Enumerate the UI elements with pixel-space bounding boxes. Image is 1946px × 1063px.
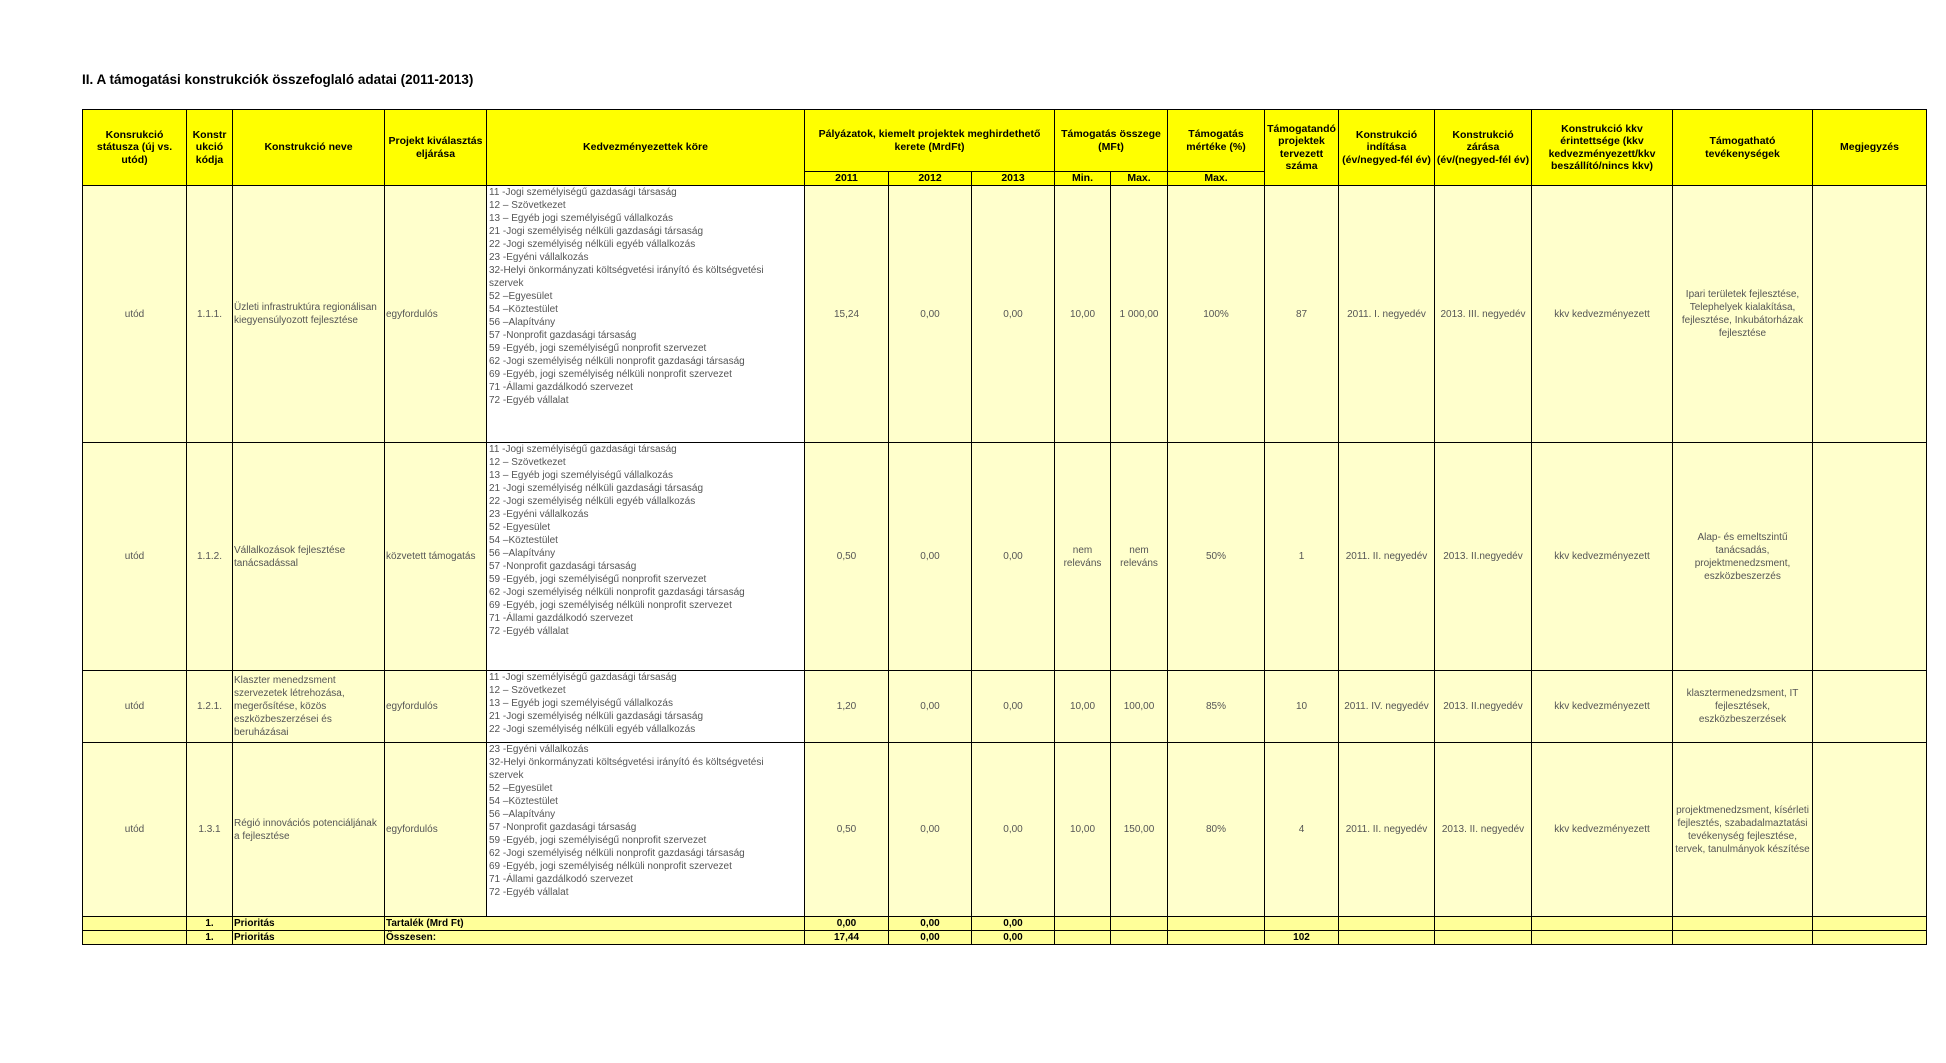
cell-projekt: egyfordulós [385,743,487,917]
cell-mertek: 50% [1168,443,1265,671]
cell-2013: 0,00 [972,671,1055,743]
cell-2012: 0,00 [889,186,972,443]
cell-szam: 4 [1265,743,1339,917]
kedvezmenyezett-item: 12 – Szövetkezet [489,685,566,696]
kedvezmenyezett-item: 13 – Egyéb jogi személyiségű vállalkozás [489,213,673,224]
footer-empty [1168,931,1265,945]
cell-statusz: utód [83,671,187,743]
cell-projekt: közvetett támogatás [385,443,487,671]
cell-tevekenyseg: Ipari területek fejlesztése, Telephelyek kialakítása, fejlesztése, Inkubátorházak fejlesztése [1673,186,1813,443]
cell-2013: 0,00 [972,743,1055,917]
footer-num: 1. [187,917,233,931]
cell-nev: Klaszter menedzsment szervezetek létrehozása, megerősítése, közös eszközbeszerzései és beruházásai [233,671,385,743]
footer-row-osszesen [83,931,1927,945]
kedvezmenyezett-item: 54 –Köztestület [489,796,558,807]
cell-min: 10,00 [1055,671,1111,743]
cell-kod: 1.3.1 [187,743,233,917]
header-min: Min. [1055,172,1111,186]
table-row [83,671,1927,743]
cell-megjegyzes [1813,186,1927,443]
footer-empty [83,931,187,945]
cell-kkv: kkv kedvezményezett [1532,671,1673,743]
cell-statusz: utód [83,186,187,443]
header-osszeg: Támogatás összege (MFt) [1055,110,1168,172]
kedvezmenyezett-item: 22 -Jogi személyiség nélküli egyéb vállalkozás [489,239,696,250]
page-title: II. A támogatási konstrukciók összefoglaló adatai (2011-2013) [82,72,474,87]
header-2013: 2013 [972,172,1055,186]
kedvezmenyezett-item: 57 -Nonprofit gazdasági társaság [489,330,637,341]
cell-max: nem releváns [1111,443,1168,671]
kedvezmenyezett-item: 69 -Egyéb, jogi személyiség nélküli nonprofit szervezet [489,861,732,872]
cell-statusz: utód [83,743,187,917]
kedvezmenyezett-item: 54 –Köztestület [489,304,558,315]
table-row [83,186,1927,443]
kedvezmenyezett-item: 21 -Jogi személyiség nélküli gazdasági társaság [489,226,704,237]
kedvezmenyezett-item: 72 -Egyéb vállalat [489,887,569,898]
footer-empty [1435,931,1532,945]
footer-2013: 0,00 [972,931,1055,945]
kedvezmenyezett-item: 11 -Jogi személyiségű gazdasági társaság [489,444,677,455]
header-megjegyzes: Megjegyzés [1813,110,1927,186]
kedvezmenyezett-item: 56 –Alapítvány [489,317,556,328]
footer-2013: 0,00 [972,917,1055,931]
cell-megjegyzes [1813,671,1927,743]
kedvezmenyezett-item: 59 -Egyéb, jogi személyiségű nonprofit szervezet [489,835,707,846]
header-kkv: Konstrukció kkv érintettsége (kkv kedvezményezett/kkv beszállító/nincs kkv) [1532,110,1673,186]
footer-szam: 102 [1265,931,1339,945]
footer-num: 1. [187,931,233,945]
cell-2011: 0,50 [805,743,889,917]
header-zaras: Konstrukció zárása (év/(negyed-fél év) [1435,110,1532,186]
cell-2011: 1,20 [805,671,889,743]
kedvezmenyezett-item: 23 -Egyéni vállalkozás [489,509,589,520]
kedvezmenyezett-item: 56 –Alapítvány [489,548,556,559]
footer-empty [1055,931,1111,945]
kedvezmenyezett-item: 32-Helyi önkormányzati költségvetési irányító és költségvetési [489,265,764,276]
kedvezmenyezett-item: 59 -Egyéb, jogi személyiségű nonprofit szervezet [489,343,707,354]
footer-empty [1435,917,1532,931]
kedvezmenyezett-item: 11 -Jogi személyiségű gazdasági társaság [489,187,677,198]
table-row [83,743,1927,917]
kedvezmenyezett-item: 32-Helyi önkormányzati költségvetési irányító és költségvetési [489,757,764,768]
footer-empty [1813,931,1927,945]
cell-zaras: 2013. II.negyedév [1435,671,1532,743]
kedvezmenyezett-item: szervek [489,278,524,289]
cell-2012: 0,00 [889,671,972,743]
header-max: Max. [1111,172,1168,186]
kedvezmenyezett-item: 23 -Egyéni vállalkozás [489,252,589,263]
cell-kod: 1.2.1. [187,671,233,743]
cell-zaras: 2013. II. negyedév [1435,743,1532,917]
kedvezmenyezett-item: 13 – Egyéb jogi személyiségű vállalkozás [489,470,673,481]
header-2012: 2012 [889,172,972,186]
cell-kod: 1.1.2. [187,443,233,671]
cell-kkv: kkv kedvezményezett [1532,743,1673,917]
header-nev: Konstrukció neve [233,110,385,186]
cell-min: 10,00 [1055,743,1111,917]
cell-inditas: 2011. IV. negyedév [1339,671,1435,743]
cell-projekt: egyfordulós [385,671,487,743]
footer-prio: Prioritás [233,931,385,945]
kedvezmenyezett-item: 71 -Állami gazdálkodó szervezet [489,874,633,885]
footer-empty [1168,917,1265,931]
kedvezmenyezett-item: 56 –Alapítvány [489,809,556,820]
footer-empty [83,917,187,931]
kedvezmenyezett-item: 71 -Állami gazdálkodó szervezet [489,382,633,393]
footer-2011: 17,44 [805,931,889,945]
cell-max: 100,00 [1111,671,1168,743]
cell-nev: Üzleti infrastruktúra regionálisan kiegyensúlyozott fejlesztése [233,186,385,443]
footer-label: Összesen: [385,931,805,945]
footer-label: Tartalék (Mrd Ft) [385,917,805,931]
kedvezmenyezett-item: 21 -Jogi személyiség nélküli gazdasági társaság [489,711,704,722]
cell-kkv: kkv kedvezményezett [1532,443,1673,671]
header-inditas: Konstrukció indítása (év/negyed-fél év) [1339,110,1435,186]
cell-megjegyzes [1813,743,1927,917]
kedvezmenyezett-item: 72 -Egyéb vállalat [489,626,569,637]
cell-projekt: egyfordulós [385,186,487,443]
header-mertek: Támogatás mértéke (%) [1168,110,1265,172]
footer-2011: 0,00 [805,917,889,931]
footer-empty [1111,917,1168,931]
cell-nev: Vállalkozások fejlesztése tanácsadással [233,443,385,671]
footer-2012: 0,00 [889,931,972,945]
kedvezmenyezett-item: 11 -Jogi személyiségű gazdasági társaság [489,672,677,683]
header-palyazat: Pályázatok, kiemelt projektek meghirdethető kerete (MrdFt) [805,110,1055,172]
header-tevekenyseg: Támogatható tevékenységek [1673,110,1813,186]
cell-kod: 1.1.1. [187,186,233,443]
cell-kedv [487,671,805,743]
cell-max: 150,00 [1111,743,1168,917]
cell-mertek: 100% [1168,186,1265,443]
kedvezmenyezett-item: 69 -Egyéb, jogi személyiség nélküli nonprofit szervezet [489,600,732,611]
header-2011: 2011 [805,172,889,186]
footer-row-tartalek [83,917,1927,931]
cell-kedv [487,186,805,443]
footer-empty [1055,917,1111,931]
cell-2013: 0,00 [972,443,1055,671]
cell-min: nem releváns [1055,443,1111,671]
kedvezmenyezett-item: 21 -Jogi személyiség nélküli gazdasági társaság [489,483,704,494]
cell-szam: 10 [1265,671,1339,743]
header-kod: Konstr ukció kódja [187,110,233,186]
kedvezmenyezett-item: 72 -Egyéb vállalat [489,395,569,406]
kedvezmenyezett-item: 22 -Jogi személyiség nélküli egyéb vállalkozás [489,724,696,735]
kedvezmenyezett-item: 23 -Egyéni vállalkozás [489,744,589,755]
cell-kedv [487,743,805,917]
header-kedv: Kedvezményezettek köre [487,110,805,186]
kedvezmenyezett-item: 12 – Szövetkezet [489,200,566,211]
cell-inditas: 2011. I. negyedév [1339,186,1435,443]
cell-inditas: 2011. II. negyedév [1339,443,1435,671]
cell-2012: 0,00 [889,743,972,917]
cell-max: 1 000,00 [1111,186,1168,443]
table-row [83,443,1927,671]
cell-nev: Régió innovációs potenciáljának a fejlesztése [233,743,385,917]
footer-empty [1339,917,1435,931]
cell-2011: 15,24 [805,186,889,443]
header-mertek-max: Max. [1168,172,1265,186]
kedvezmenyezett-item: 52 –Egyesület [489,783,553,794]
kedvezmenyezett-item: 13 – Egyéb jogi személyiségű vállalkozás [489,698,673,709]
footer-empty [1673,931,1813,945]
cell-2012: 0,00 [889,443,972,671]
header-szam: Támogatandó projektek tervezett száma [1265,110,1339,186]
footer-2012: 0,00 [889,917,972,931]
cell-zaras: 2013. III. negyedév [1435,186,1532,443]
cell-szam: 1 [1265,443,1339,671]
cell-min: 10,00 [1055,186,1111,443]
kedvezmenyezett-item: 62 -Jogi személyiség nélküli nonprofit gazdasági társaság [489,848,745,859]
footer-empty [1339,931,1435,945]
cell-statusz: utód [83,443,187,671]
cell-2013: 0,00 [972,186,1055,443]
footer-empty [1532,917,1673,931]
cell-szam: 87 [1265,186,1339,443]
kedvezmenyezett-item: 59 -Egyéb, jogi személyiségű nonprofit szervezet [489,574,707,585]
kedvezmenyezett-item: 22 -Jogi személyiség nélküli egyéb vállalkozás [489,496,696,507]
footer-szam [1265,917,1339,931]
kedvezmenyezett-item: 57 -Nonprofit gazdasági társaság [489,561,637,572]
kedvezmenyezett-item: 52 –Egyesület [489,291,553,302]
header-statusz: Konsrukció státusza (új vs. utód) [83,110,187,186]
cell-mertek: 85% [1168,671,1265,743]
cell-inditas: 2011. II. negyedév [1339,743,1435,917]
footer-empty [1673,917,1813,931]
kedvezmenyezett-item: 12 – Szövetkezet [489,457,566,468]
header-projekt: Projekt kiválasztás eljárása [385,110,487,186]
kedvezmenyezett-item: 62 -Jogi személyiség nélküli nonprofit gazdasági társaság [489,587,745,598]
kedvezmenyezett-item: 69 -Egyéb, jogi személyiség nélküli nonprofit szervezet [489,369,732,380]
footer-empty [1111,931,1168,945]
cell-zaras: 2013. II.negyedév [1435,443,1532,671]
footer-prio: Prioritás [233,917,385,931]
kedvezmenyezett-item: 54 –Köztestület [489,535,558,546]
cell-kkv: kkv kedvezményezett [1532,186,1673,443]
cell-tevekenyseg: projektmenedzsment, kísérleti fejlesztés, szabadalmaztatási tevékenység fejlesztése, tervek, tanulmányok készítése [1673,743,1813,917]
footer-empty [1532,931,1673,945]
kedvezmenyezett-item: 71 -Állami gazdálkodó szervezet [489,613,633,624]
kedvezmenyezett-item: 52 -Egyesület [489,522,551,533]
kedvezmenyezett-item: szervek [489,770,524,781]
summary-table [82,109,1927,945]
cell-megjegyzes [1813,443,1927,671]
kedvezmenyezett-item: 57 -Nonprofit gazdasági társaság [489,822,637,833]
cell-tevekenyseg: klasztermenedzsment, IT fejlesztések, eszközbeszerzések [1673,671,1813,743]
cell-2011: 0,50 [805,443,889,671]
kedvezmenyezett-item: 62 -Jogi személyiség nélküli nonprofit gazdasági társaság [489,356,745,367]
cell-mertek: 80% [1168,743,1265,917]
cell-tevekenyseg: Alap- és emeltszintű tanácsadás, projektmenedzsment, eszközbeszerzés [1673,443,1813,671]
cell-kedv [487,443,805,671]
footer-empty [1813,917,1927,931]
